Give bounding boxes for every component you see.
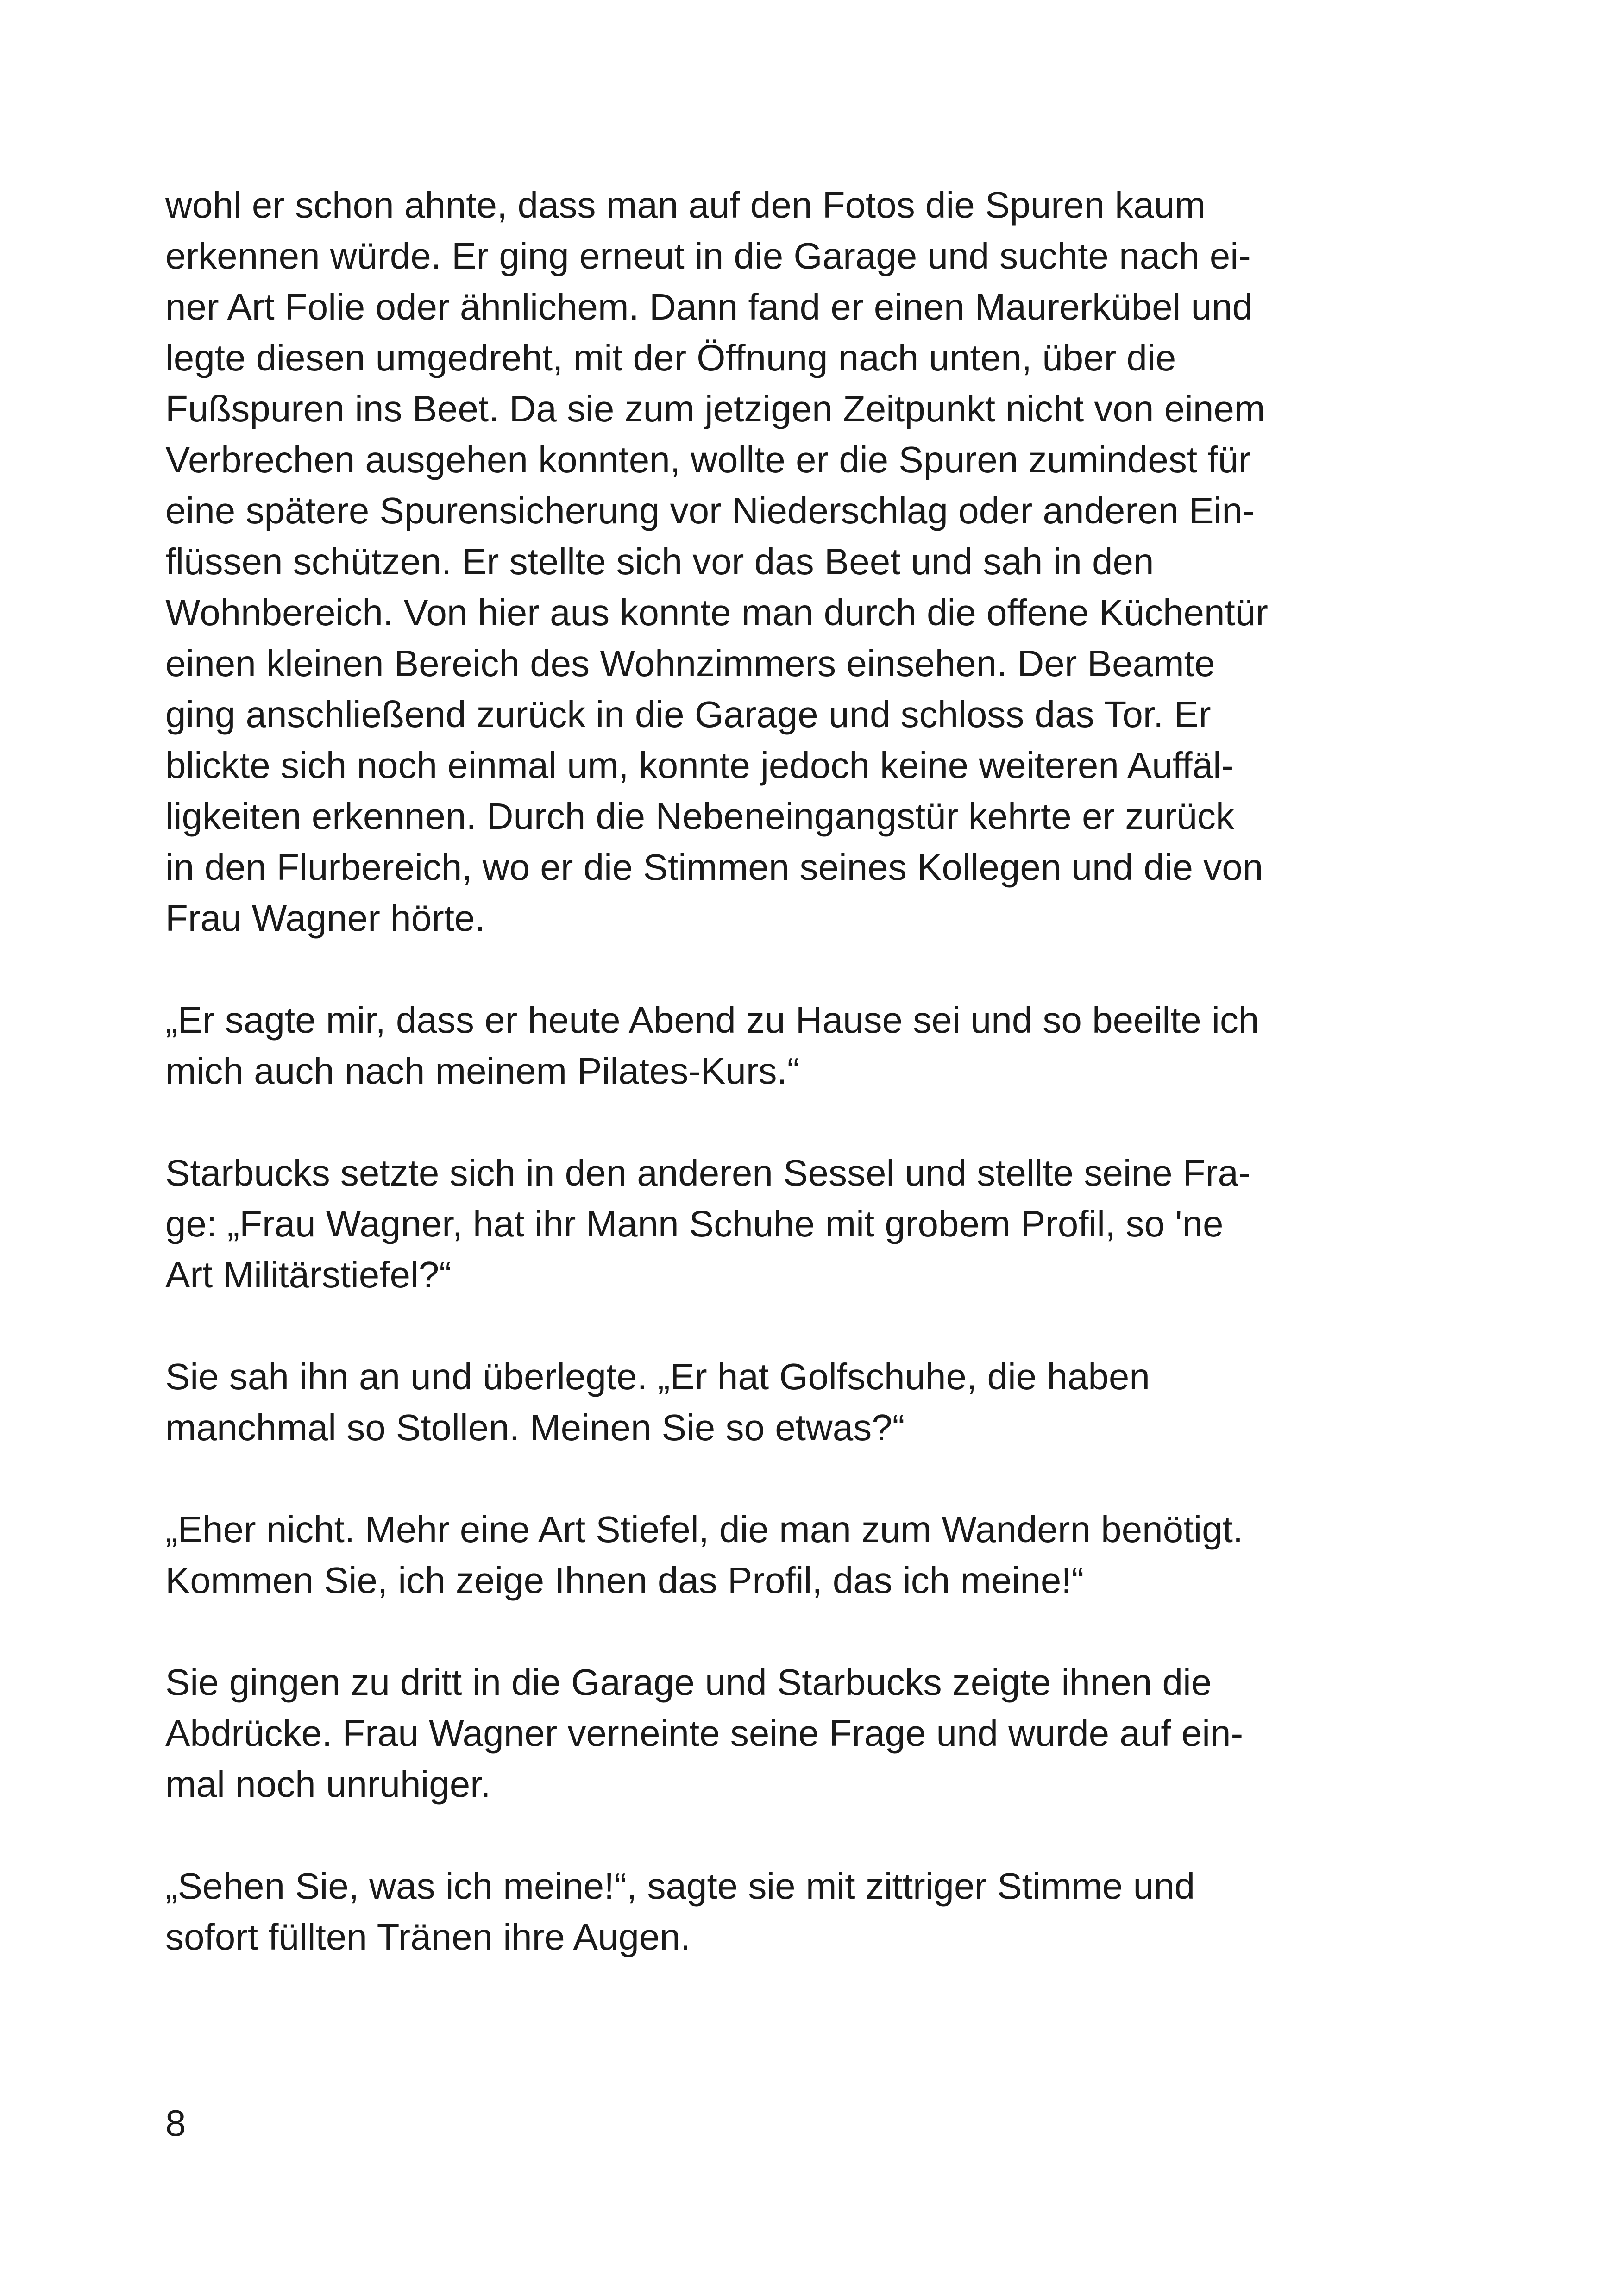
text-line: Kommen Sie, ich zeige Ihnen das Profil, das ich meine!“ (165, 1560, 1084, 1601)
paragraph (165, 1861, 1458, 1963)
text-line: ging anschließend zurück in die Garage und schloss das Tor. Er (165, 694, 1211, 735)
text-line: Starbucks setzte sich in den anderen Sessel und stellte seine Fra- (165, 1152, 1251, 1193)
body-text (165, 180, 1458, 1963)
text-line: blickte sich noch einmal um, konnte jedoch keine weiteren Auffäl- (165, 745, 1234, 786)
text-line: eine spätere Spurensicherung vor Niederschlag oder anderen Ein- (165, 490, 1255, 531)
paragraph (165, 180, 1458, 944)
text-line: Wohnbereich. Von hier aus konnte man durch die offene Küchentür (165, 592, 1268, 633)
text-line: einen kleinen Bereich des Wohnzimmers einsehen. Der Beamte (165, 643, 1215, 684)
text-line: Fußspuren ins Beet. Da sie zum jetzigen Zeitpunkt nicht von einem (165, 388, 1265, 429)
text-line: manchmal so Stollen. Meinen Sie so etwas?“ (165, 1407, 905, 1448)
paragraph (165, 1657, 1458, 1810)
text-line: in den Flurbereich, wo er die Stimmen seines Kollegen und die von (165, 847, 1263, 888)
text-line: mal noch unruhiger. (165, 1763, 491, 1805)
paragraph (165, 995, 1458, 1097)
paragraph (165, 1148, 1458, 1300)
text-line: Sie gingen zu dritt in die Garage und Starbucks zeigte ihnen die (165, 1662, 1212, 1703)
text-line: erkennen würde. Er ging erneut in die Garage und suchte nach ei- (165, 235, 1251, 276)
text-line: ligkeiten erkennen. Durch die Nebeneingangstür kehrte er zurück (165, 796, 1235, 837)
text-line: „Eher nicht. Mehr eine Art Stiefel, die man zum Wandern benötigt. (165, 1509, 1244, 1550)
text-line: Verbrechen ausgehen konnten, wollte er die Spuren zumindest für (165, 439, 1251, 480)
text-line: mich auch nach meinem Pilates-Kurs.“ (165, 1050, 800, 1092)
text-line: sofort füllten Tränen ihre Augen. (165, 1916, 691, 1957)
text-line: Sie sah ihn an und überlegte. „Er hat Golfschuhe, die haben (165, 1356, 1150, 1397)
text-line: Art Militärstiefel?“ (165, 1254, 452, 1295)
text-line: flüssen schützen. Er stellte sich vor das Beet und sah in den (165, 541, 1154, 582)
text-line: wohl er schon ahnte, dass man auf den Fotos die Spuren kaum (165, 184, 1206, 226)
text-line: ner Art Folie oder ähnlichem. Dann fand er einen Maurerkübel und (165, 286, 1253, 327)
text-line: „Sehen Sie, was ich meine!“, sagte sie mit zittriger Stimme und (165, 1865, 1195, 1907)
text-line: „Er sagte mir, dass er heute Abend zu Hause sei und so beeilte ich (165, 999, 1259, 1041)
text-line: Frau Wagner hörte. (165, 897, 485, 939)
page-number: 8 (165, 2102, 186, 2144)
paragraph (165, 1504, 1458, 1606)
text-line: Abdrücke. Frau Wagner verneinte seine Frage und wurde auf ein- (165, 1713, 1244, 1754)
text-line: legte diesen umgedreht, mit der Öffnung nach unten, über die (165, 337, 1176, 378)
paragraph (165, 1351, 1458, 1453)
text-line: ge: „Frau Wagner, hat ihr Mann Schuhe mit grobem Profil, so 'ne (165, 1203, 1224, 1244)
